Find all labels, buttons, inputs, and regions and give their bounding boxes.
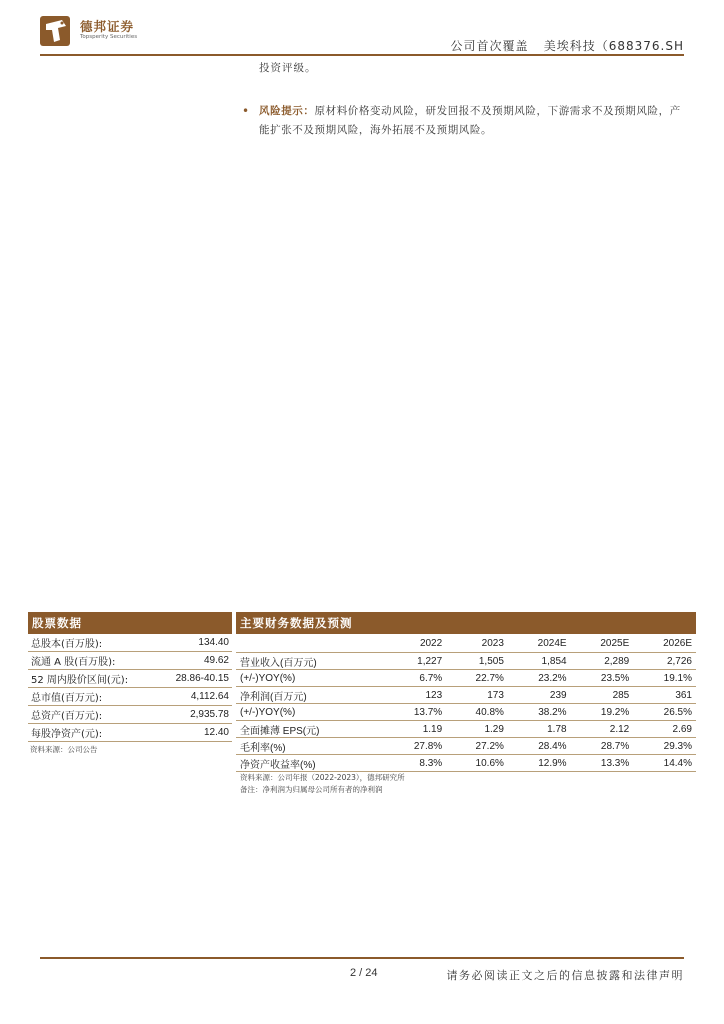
cell: 23.5% <box>571 670 634 687</box>
table-row <box>28 706 232 724</box>
risk-paragraph <box>259 102 690 140</box>
table-row <box>236 687 696 704</box>
cell: 361 <box>633 687 696 704</box>
cell: 2,726 <box>633 653 696 670</box>
cell: 29.3% <box>633 738 696 755</box>
footer-divider <box>40 957 684 959</box>
cell: 285 <box>571 687 634 704</box>
year-header: 2023 <box>446 634 508 653</box>
bullet-icon: • <box>242 104 250 118</box>
cell: 27.2% <box>446 738 508 755</box>
year-header: 2022 <box>384 634 446 653</box>
row-value: 28.86-40.15 <box>157 670 232 688</box>
fin-table-body <box>236 634 696 772</box>
cell: 26.5% <box>633 704 696 721</box>
cell: 1.78 <box>508 721 571 738</box>
stock-table-title: 股票数据 <box>28 612 232 634</box>
risk-text: 原材料价格变动风险，研发回报不及预期风险，下游需求不及预期风险，产能扩张不及预期风险，海外拓展不及预期风险。 <box>259 105 681 136</box>
header-divider <box>40 54 684 56</box>
logo-text-cn: 德邦证券 <box>80 19 135 34</box>
logo-text-en: Topsperity Securities <box>80 34 138 40</box>
risk-warning <box>242 102 690 140</box>
table-row <box>236 755 696 772</box>
table-row <box>236 670 696 687</box>
row-label: 总股本(百万股): <box>28 634 157 652</box>
cell: 1.19 <box>384 721 446 738</box>
row-value: 49.62 <box>157 652 232 670</box>
table-row <box>236 704 696 721</box>
cell: 1,227 <box>384 653 446 670</box>
cell: 40.8% <box>446 704 508 721</box>
report-type: 公司首次覆盖 <box>450 39 529 53</box>
table-row <box>28 634 232 652</box>
cell: 1,854 <box>508 653 571 670</box>
fin-table-source: 资料来源：公司年报（2022-2023），德邦研究所 <box>240 773 405 782</box>
fin-table-note: 备注：净利润为归属母公司所有者的净利润 <box>240 785 383 794</box>
row-label: 净资产收益率(%) <box>236 755 384 772</box>
continuation-text: 投资评级。 <box>259 62 317 74</box>
page-header <box>0 0 724 58</box>
cell: 239 <box>508 687 571 704</box>
cell: 1.29 <box>446 721 508 738</box>
cell: 8.3% <box>384 755 446 772</box>
cell: 6.7% <box>384 670 446 687</box>
row-label: 每股净资产(元): <box>28 724 157 742</box>
header-title <box>450 37 684 54</box>
cell: 2.69 <box>633 721 696 738</box>
row-label: 净利润(百万元) <box>236 687 384 704</box>
cell: 1,505 <box>446 653 508 670</box>
financial-forecast-table <box>236 612 696 796</box>
row-value: 2,935.78 <box>157 706 232 724</box>
table-row <box>236 653 696 670</box>
cell: 28.4% <box>508 738 571 755</box>
fin-table-title: 主要财务数据及预测 <box>236 612 696 634</box>
cell: 13.3% <box>571 755 634 772</box>
stock-data-table <box>28 612 232 755</box>
cell: 2.12 <box>571 721 634 738</box>
row-value: 134.40 <box>157 634 232 652</box>
logo-mark-icon <box>40 14 76 48</box>
row-value: 12.40 <box>157 724 232 742</box>
row-label: 全面摊薄 EPS(元) <box>236 721 384 738</box>
risk-label: 风险提示： <box>259 105 315 117</box>
row-label: 总资产(百万元): <box>28 706 157 724</box>
row-label: (+/-)YOY(%) <box>236 670 384 687</box>
footer-disclaimer: 请务必阅读正文之后的信息披露和法律声明 <box>446 969 684 982</box>
row-label: 总市值(百万元): <box>28 688 157 706</box>
table-row <box>28 724 232 742</box>
table-row <box>236 738 696 755</box>
table-header-row <box>236 634 696 653</box>
table-row <box>28 688 232 706</box>
cell: 19.2% <box>571 704 634 721</box>
company-name: 美埃科技（688376.SH <box>543 39 684 53</box>
row-label: 52 周内股价区间(元): <box>28 670 157 688</box>
cell: 123 <box>384 687 446 704</box>
year-header: 2024E <box>508 634 571 653</box>
stock-table-source: 资料来源：公司公告 <box>30 745 98 754</box>
row-label: 毛利率(%) <box>236 738 384 755</box>
cell: 38.2% <box>508 704 571 721</box>
row-label: 流通 A 股(百万股): <box>28 652 157 670</box>
cell: 14.4% <box>633 755 696 772</box>
cell: 23.2% <box>508 670 571 687</box>
table-row <box>236 721 696 738</box>
row-label: (+/-)YOY(%) <box>236 704 384 721</box>
row-label: 营业收入(百万元) <box>236 653 384 670</box>
header-cell-empty <box>236 634 384 653</box>
cell: 28.7% <box>571 738 634 755</box>
cell: 13.7% <box>384 704 446 721</box>
cell: 2,289 <box>571 653 634 670</box>
year-header: 2026E <box>633 634 696 653</box>
stock-table-body <box>28 634 232 742</box>
table-row <box>28 652 232 670</box>
table-row <box>28 670 232 688</box>
cell: 10.6% <box>446 755 508 772</box>
cell: 173 <box>446 687 508 704</box>
page-number: 2 / 24 <box>350 967 378 979</box>
cell: 27.8% <box>384 738 446 755</box>
cell: 22.7% <box>446 670 508 687</box>
company-logo <box>40 14 140 48</box>
year-header: 2025E <box>571 634 634 653</box>
cell: 12.9% <box>508 755 571 772</box>
cell: 19.1% <box>633 670 696 687</box>
row-value: 4,112.64 <box>157 688 232 706</box>
